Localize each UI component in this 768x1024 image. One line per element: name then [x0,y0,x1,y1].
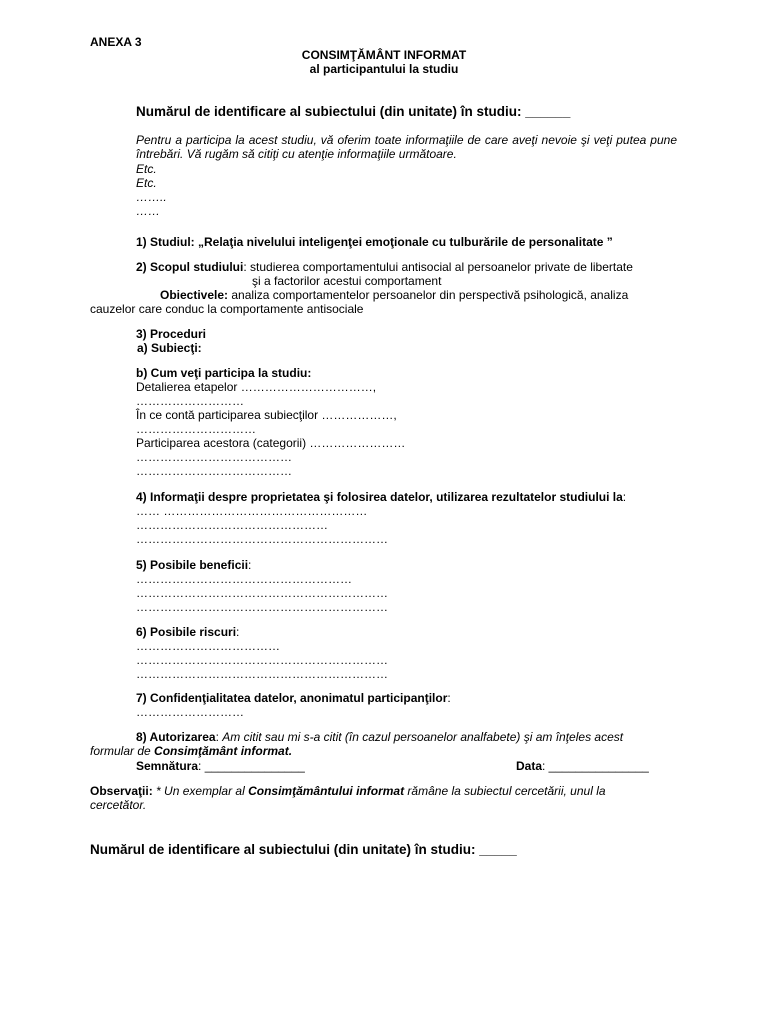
section-8-label: 8) Autorizarea [136,730,216,744]
section-5-colon: : [248,558,252,572]
section-1-title: „Relaţia nivelului inteligenţei emoţionale cu tulburările de personalitate ” [198,235,613,249]
section-3-heading: 3) Proceduri [136,327,207,341]
section-6-title: 6) Posibile riscuri [136,625,237,639]
section-8-text-2: formular de [90,744,155,758]
section-2-objectives [160,289,628,303]
section-3a-subjects: a) Subiecţi: [137,341,202,355]
section-5-title: 5) Posibile beneficii [136,558,249,572]
section-3b-line-2: ……………………… [136,394,244,408]
document-subtitle: al participantului la studiu [309,62,459,76]
signature-field [136,760,305,774]
section-7-heading [136,692,451,706]
observations-doc-name: Consimţământului informat [248,784,405,798]
objectives-text-2: cauzelor care conduc la comportamente antisociale [90,302,364,316]
section-6-line-2: ……………………………………………………… [136,653,388,667]
section-5-line-1: ……………………………………………… [136,572,352,586]
date-blank: : _______________ [542,759,649,773]
section-3b-line-6: ………………………………… [136,450,292,464]
section-2-line-1 [136,261,633,275]
observations-line-1 [90,785,606,799]
section-7-colon: : [447,691,451,705]
observations-text-suffix: rămâne la subiectul cercetării, unul la [404,784,606,798]
section-3b-line-4: ………………………… [136,422,256,436]
intro-dots-2: …… [136,204,160,218]
section-1-study [136,236,613,250]
section-4-title: 4) Informaţii despre proprietatea şi folosirea datelor, utilizarea rezultatelor studiului la [136,490,623,504]
section-3b-line-3: În ce contă participarea subiecţilor ………………, [136,408,397,422]
section-6-line-1: ……………………………… [136,639,280,653]
section-5-line-2: ……………………………………………………… [136,586,388,600]
signature-blank: : _______________ [198,759,305,773]
section-7-title: 7) Confidenţialitatea datelor, anonimatul participanţilor [136,691,448,705]
observations-line-2: cercetător. [90,798,147,812]
section-8-form-name: Consimţământ informat. [154,744,293,758]
intro-dots-1: …….. [136,190,167,204]
section-2-text-2: şi a factorilor acestui comportament [252,274,442,288]
section-7-line-1: ……………………… [136,705,244,719]
observations-label: Observaţii: [90,784,153,798]
intro-text: Pentru a participa la acest studiu, vă oferim toate informaţiile de care aveţi nevoie şi veţi putea pune întrebări. Vă rugăm să citiţi cu atenţie informaţiile următoare. [136,133,677,161]
date-field [516,760,649,774]
annex-label: ANEXA 3 [90,35,142,49]
objectives-label: Obiectivele: [160,288,229,302]
section-8-line-1 [136,731,623,745]
objectives-text-1: analiza comportamentelor persoanelor din perspectivă psihologică, analiza [231,288,629,302]
document-title: CONSIMŢĂMÂNT INFORMAT [301,48,467,62]
observations-text-prefix: * Un exemplar al [152,784,249,798]
section-1-label: 1) Studiul: [136,235,198,249]
section-4-line-3: ……………………………………………………… [136,532,388,546]
section-8-colon: : [215,730,223,744]
section-4-line-2: ………………………………………… [136,518,328,532]
section-3b-line-7: ………………………………… [136,464,292,478]
signature-label: Semnătura [136,759,199,773]
section-3b-line-1: Detalierea etapelor ……………………………, [136,380,377,394]
section-6-line-3: ……………………………………………………… [136,667,388,681]
section-3b-heading: b) Cum veţi participa la studiu: [136,366,312,380]
section-5-line-3: ……………………………………………………… [136,600,388,614]
subject-id-line-bottom: Numărul de identificare al subiectului (din unitate) în studiu: _____ [90,842,517,857]
section-2-colon: : [243,260,247,274]
section-4-colon: : [622,490,627,504]
section-4-heading [136,491,626,505]
section-3b-line-5: Participarea acestora (categorii) …………………… [136,436,406,450]
date-label: Data [516,759,543,773]
section-2-label: 2) Scopul studiului [136,260,244,274]
section-8-text-1: Am citit sau mi s-a citit (în cazul persoanelor analfabete) şi am înţeles acest [222,730,624,744]
intro-etc-2: Etc. [136,176,157,190]
section-5-heading [136,559,251,573]
section-6-colon: : [236,625,240,639]
subject-id-line: Numărul de identificare al subiectului (din unitate) în studiu: ______ [136,104,571,119]
section-4-line-1: …… …………………………………………… [136,504,368,518]
intro-etc-1: Etc. [136,162,157,176]
section-6-heading [136,626,239,640]
section-2-text-1: studierea comportamentului antisocial al persoanelor private de libertate [250,260,633,274]
intro-paragraph [136,134,677,161]
section-8-line-2 [90,745,292,759]
